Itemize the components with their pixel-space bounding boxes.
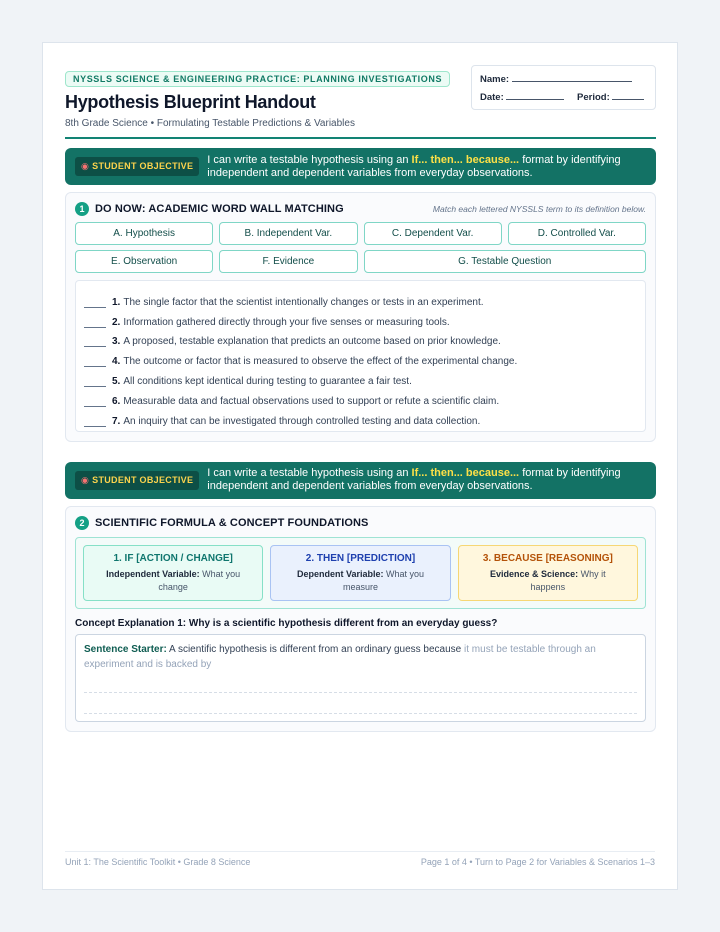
formula-because-box <box>458 545 638 601</box>
section-number-badge: 1 <box>75 202 89 216</box>
formula-because-desc <box>459 568 637 594</box>
formula-then-title: 2. THEN [PREDICTION] <box>305 552 416 564</box>
answer-box[interactable] <box>75 634 646 722</box>
definition-item <box>84 308 637 328</box>
answer-blank[interactable] <box>84 345 106 347</box>
objective-highlight: If... then... because... <box>411 153 520 166</box>
definition-number: 3. <box>112 336 121 348</box>
formula-because-label: Evidence & Science: <box>490 568 579 579</box>
date-field[interactable] <box>506 91 564 100</box>
header-divider <box>65 137 656 139</box>
handout-page <box>42 42 678 890</box>
section-title: SCIENTIFIC FORMULA & CONCEPT FOUNDATIONS <box>95 516 369 529</box>
objective-text-before: I can write a testable hypothesis using an <box>207 467 409 480</box>
pin-icon: ◉ <box>81 474 90 485</box>
definition-item <box>84 387 637 407</box>
sentence-starter <box>84 642 637 672</box>
name-row <box>480 71 647 89</box>
section-formula <box>65 506 656 732</box>
definition-number: 7. <box>112 415 121 427</box>
objective-badge-label: STUDENT OBJECTIVE <box>92 161 194 171</box>
definition-text: Information gathered directly through your five senses or measuring tools. <box>123 316 450 328</box>
hypothesis-formula <box>75 537 646 609</box>
term-observation[interactable]: E. Observation <box>75 250 213 273</box>
definition-number: 1. <box>112 296 121 308</box>
practice-tag: NYSSLS SCIENCE & ENGINEERING PRACTICE: PLANNING INVESTIGATIONS <box>65 71 450 87</box>
definition-text: The single factor that the scientist intentionally changes or tests in an experiment. <box>123 296 484 308</box>
formula-if-desc <box>84 568 262 594</box>
definition-item <box>84 347 637 367</box>
term-dependent-variable[interactable]: C. Dependent Var. <box>364 222 502 245</box>
section-number-badge: 2 <box>75 516 89 530</box>
term-independent-variable[interactable]: B. Independent Var. <box>219 222 357 245</box>
page-header <box>65 69 656 135</box>
footer-page-info: Page 1 of 4 • Turn to Page 2 for Variables & Scenarios 1–3 <box>420 857 655 867</box>
definition-item <box>84 407 637 427</box>
word-wall-terms <box>75 222 646 273</box>
objective-highlight: If... then... because... <box>411 467 520 480</box>
definitions-list <box>75 280 646 432</box>
concept-question: Concept Explanation 1: Why is a scientific hypothesis different from an everyday guess? <box>75 617 498 629</box>
objective-text-after: format by identifying independent and dependent variables from everyday observations. <box>207 467 621 493</box>
formula-then-desc <box>271 568 449 594</box>
term-hypothesis[interactable]: A. Hypothesis <box>75 222 213 245</box>
formula-if-text: What you change <box>158 568 241 592</box>
answer-blank[interactable] <box>84 306 106 308</box>
section-title: DO NOW: ACADEMIC WORD WALL MATCHING <box>95 203 344 215</box>
student-objective-banner <box>65 462 656 499</box>
page-footer <box>65 851 655 867</box>
section-header <box>75 201 646 217</box>
definition-text: The outcome or factor that is measured to observe the effect of the experimental change. <box>123 356 518 368</box>
student-objective-banner <box>65 148 656 185</box>
term-testable-question[interactable]: G. Testable Question <box>364 250 647 273</box>
definition-number: 5. <box>112 375 121 387</box>
sentence-starter-label: Sentence Starter: <box>84 643 167 655</box>
footer-unit: Unit 1: The Scientific Toolkit • Grade 8 Science <box>65 857 251 867</box>
definition-text: A proposed, testable explanation that predicts an outcome based on prior knowledge. <box>123 336 501 348</box>
answer-blank[interactable] <box>84 385 106 387</box>
objective-badge-label: STUDENT OBJECTIVE <box>92 474 194 485</box>
definition-number: 6. <box>112 395 121 407</box>
name-label: Name: <box>480 74 510 85</box>
objective-badge <box>75 471 199 490</box>
formula-if-label: Independent Variable: <box>106 568 200 579</box>
objective-badge <box>75 157 199 176</box>
sentence-starter-suggestion: it must be testable through an experiment and is backed by <box>84 643 596 670</box>
definition-text: Measurable data and factual observations used to support or refute a scientific claim. <box>123 395 500 407</box>
definition-item <box>84 328 637 348</box>
objective-text-before: I can write a testable hypothesis using an <box>207 153 409 166</box>
period-field[interactable] <box>612 91 644 100</box>
answer-blank[interactable] <box>84 425 106 427</box>
formula-if-title: 1. IF [ACTION / CHANGE] <box>113 552 233 564</box>
answer-blank[interactable] <box>84 365 106 367</box>
objective-text-after: format by identifying independent and dependent variables from everyday observations. <box>207 153 621 179</box>
objective-text <box>207 154 646 180</box>
formula-then-label: Dependent Variable: <box>296 568 384 579</box>
definition-text: An inquiry that can be investigated through controlled testing and data collection. <box>123 415 481 427</box>
section-do-now <box>65 192 656 442</box>
term-evidence[interactable]: F. Evidence <box>219 250 357 273</box>
pin-icon: ◉ <box>81 161 90 171</box>
objective-text <box>207 467 646 493</box>
section-header <box>75 515 646 531</box>
formula-then-box <box>270 545 450 601</box>
definition-number: 4. <box>112 356 121 368</box>
formula-if-box <box>83 545 263 601</box>
term-controlled-variable[interactable]: D. Controlled Var. <box>508 222 646 245</box>
page-subtitle: 8th Grade Science • Formulating Testable Predictions & Variables <box>65 118 355 129</box>
formula-because-title: 3. BECAUSE [REASONING] <box>482 552 613 564</box>
student-info-box <box>471 65 656 110</box>
name-field[interactable] <box>512 73 632 82</box>
formula-then-text: What you measure <box>342 568 425 592</box>
definition-item <box>84 288 637 308</box>
date-period-row <box>480 89 647 107</box>
sentence-starter-text: A scientific hypothesis is different from an ordinary guess because <box>169 643 462 655</box>
answer-blank[interactable] <box>84 326 106 328</box>
page-title: Hypothesis Blueprint Handout <box>65 92 316 112</box>
writing-line <box>84 692 637 693</box>
answer-blank[interactable] <box>84 405 106 407</box>
definition-text: All conditions kept identical during testing to guarantee a fair test. <box>123 375 412 387</box>
date-label: Date: <box>480 92 504 103</box>
definition-item <box>84 367 637 387</box>
section-instructions: Match each lettered NYSSLS term to its definition below. <box>432 204 646 214</box>
definition-number: 2. <box>112 316 121 328</box>
page-content <box>65 69 656 732</box>
writing-line <box>84 713 637 714</box>
period-label: Period: <box>577 92 610 103</box>
formula-because-text: Why it happens <box>530 568 606 592</box>
